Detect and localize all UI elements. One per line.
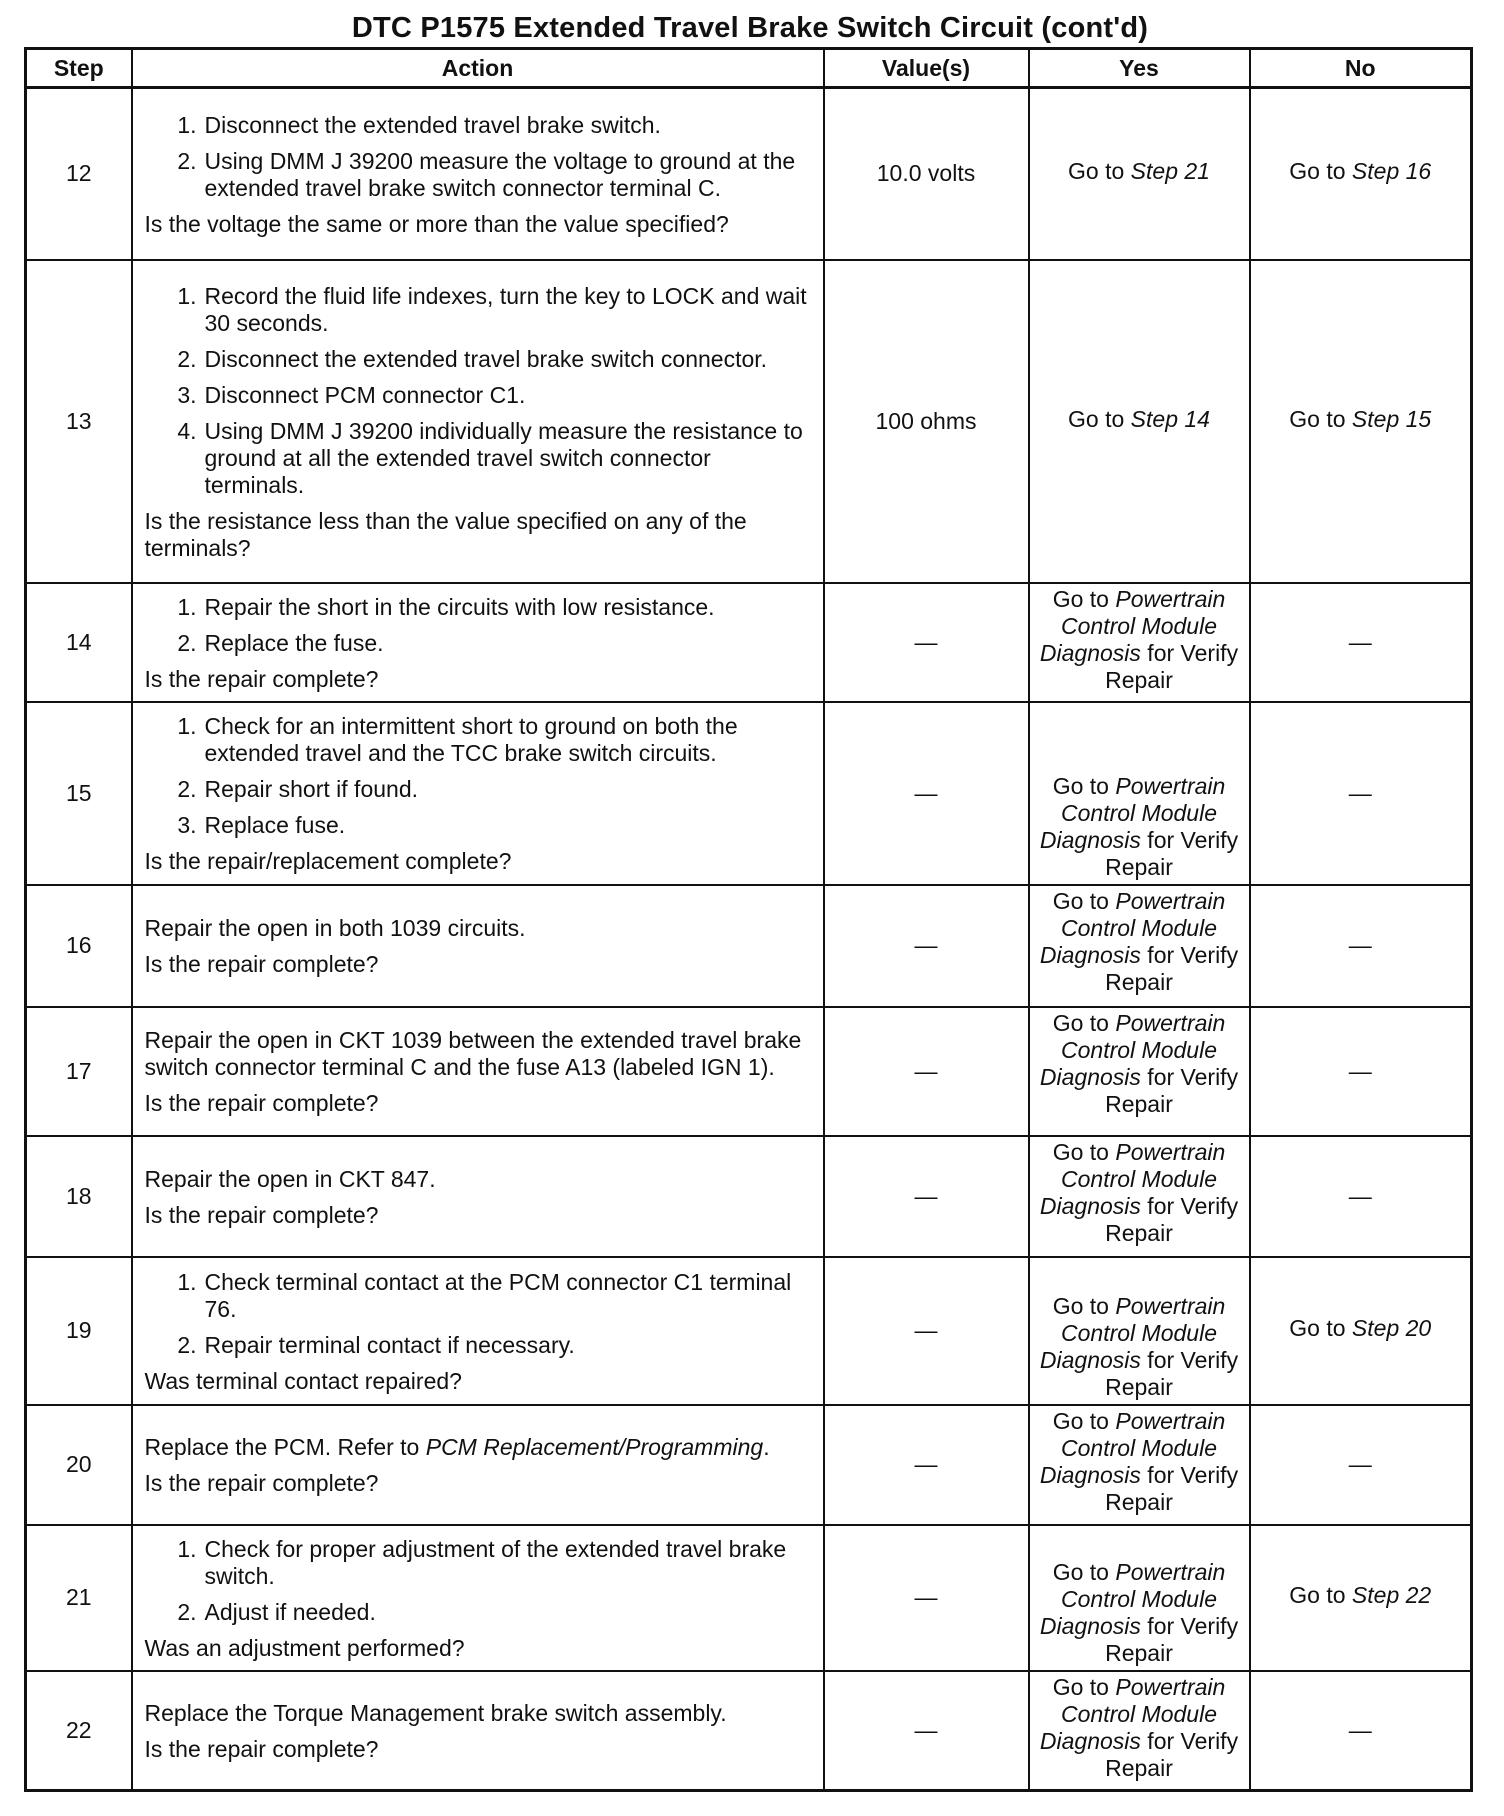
no-text: Go to (1289, 158, 1352, 185)
no-cell (1250, 1405, 1472, 1525)
header-yes: Yes (1029, 49, 1250, 88)
action-cell (132, 88, 824, 260)
no-cell (1250, 1671, 1472, 1791)
step-number: 22 (26, 1671, 132, 1791)
yes-cell (1029, 88, 1250, 260)
table-row (26, 1136, 1472, 1257)
go-to-link[interactable]: Powertrain Control Module Diagnosis (1039, 1558, 1226, 1639)
value-cell: — (824, 1671, 1029, 1791)
item-text: Record the fluid life indexes, turn the key to LOCK and wait 30 seconds. (204, 282, 807, 336)
yes-cell (1029, 885, 1250, 1007)
go-to-link[interactable]: Powertrain Control Module Diagnosis (1039, 1673, 1226, 1754)
item-number: 2. (177, 147, 197, 174)
action-text-part: Replace the PCM. Refer to (144, 1434, 426, 1460)
step-number: 15 (26, 702, 132, 885)
table-header-row (26, 49, 1472, 88)
value-cell: — (824, 1405, 1029, 1525)
action-step-item (145, 594, 813, 621)
value-cell: — (824, 1525, 1029, 1671)
value-cell: — (824, 702, 1029, 885)
item-text: Replace fuse. (204, 812, 346, 838)
step-number: 18 (26, 1136, 132, 1257)
go-to-link[interactable]: Powertrain Control Module Diagnosis (1039, 1138, 1226, 1219)
action-step-item (145, 1536, 813, 1590)
action-step-item (145, 346, 813, 373)
action-text: Repair the open in both 1039 circuits. (144, 915, 526, 941)
go-to-link[interactable]: Step 16 (1351, 158, 1432, 185)
action-cell (132, 1007, 824, 1136)
item-number: 2. (177, 629, 197, 656)
item-number: 2. (177, 1331, 197, 1358)
item-number: 2. (177, 776, 197, 802)
table-row (26, 702, 1472, 885)
item-text: Repair terminal contact if necessary. (204, 1331, 575, 1358)
item-number: 1. (177, 593, 197, 620)
action-cell (132, 702, 824, 885)
item-text: Disconnect the extended travel brake switch. (204, 111, 661, 138)
action-step-item (145, 1332, 813, 1359)
table-row (26, 885, 1472, 1007)
yes-cell (1029, 1405, 1250, 1525)
action-step-item (145, 1599, 813, 1626)
action-cell (132, 1405, 824, 1525)
yes-text: Go to (1052, 887, 1116, 914)
action-question: Is the repair complete? (144, 1735, 379, 1762)
yes-text: for Verify Repair (1105, 1727, 1239, 1781)
action-question: Is the repair complete? (144, 951, 379, 977)
yes-text: for Verify Repair (1105, 1346, 1239, 1400)
item-text: Using DMM J 39200 measure the voltage to ground at the extended travel brake switch connector terminal C. (204, 147, 796, 201)
yes-text: Go to (1052, 772, 1116, 799)
item-text: Check for proper adjustment of the extended travel brake switch. (204, 1535, 787, 1589)
yes-text: Go to (1052, 1673, 1116, 1700)
action-text: Replace the Torque Management brake switch assembly. (144, 1699, 727, 1726)
item-number: 1. (177, 111, 197, 138)
go-to-link[interactable]: Powertrain Control Module Diagnosis (1039, 1407, 1226, 1488)
no-cell (1250, 88, 1472, 260)
yes-text: Go to (1052, 1292, 1116, 1319)
no-cell (1250, 1007, 1472, 1136)
item-text: Adjust if needed. (204, 1598, 376, 1625)
action-step-item (145, 812, 813, 839)
action-step-item (145, 283, 813, 337)
yes-cell (1029, 1136, 1250, 1257)
action-cell (132, 1525, 824, 1671)
yes-cell (1029, 260, 1250, 583)
step-number: 21 (26, 1525, 132, 1671)
yes-cell (1029, 1007, 1250, 1136)
go-to-link[interactable]: Step 20 (1351, 1315, 1432, 1341)
item-number: 3. (177, 381, 197, 408)
action-cell (132, 260, 824, 583)
yes-text: Go to (1052, 1138, 1116, 1165)
yes-cell (1029, 583, 1250, 702)
value-cell: 100 ohms (824, 260, 1029, 583)
action-question: Is the repair complete? (144, 1470, 379, 1496)
step-number: 12 (26, 88, 132, 260)
yes-cell (1029, 1525, 1250, 1671)
table-row (26, 88, 1472, 260)
go-to-link[interactable]: Powertrain Control Module Diagnosis (1039, 1009, 1226, 1090)
action-question: Is the repair/replacement complete? (144, 848, 512, 874)
item-text: Using DMM J 39200 individually measure the resistance to ground at all the extended travel switch connector terminals. (204, 417, 803, 498)
header-step: Step (26, 49, 132, 88)
action-text: Repair the open in CKT 847. (144, 1165, 436, 1192)
action-question: Is the repair complete? (144, 665, 379, 692)
step-number: 14 (26, 583, 132, 702)
item-number: 1. (177, 1535, 197, 1562)
no-text: — (1348, 628, 1372, 655)
no-cell (1250, 1525, 1472, 1671)
page-title: DTC P1575 Extended Travel Brake Switch Circuit (cont'd) (351, 12, 1149, 44)
yes-text: Go to (1068, 405, 1131, 432)
yes-text: for Verify Repair (1105, 1461, 1239, 1515)
no-cell (1250, 702, 1472, 885)
no-text: — (1348, 779, 1372, 806)
table-row (26, 1257, 1472, 1405)
action-cell (132, 583, 824, 702)
step-number: 20 (26, 1405, 132, 1525)
go-to-link[interactable]: Step 15 (1351, 405, 1432, 432)
no-text: — (1348, 1716, 1372, 1743)
go-to-link[interactable]: Powertrain Control Module Diagnosis (1039, 887, 1226, 968)
yes-text: for Verify Repair (1105, 941, 1239, 995)
item-number: 4. (177, 417, 197, 444)
action-text-part: . (763, 1434, 770, 1460)
step-number: 16 (26, 885, 132, 1007)
no-cell (1250, 1136, 1472, 1257)
action-step-item (145, 418, 813, 499)
action-text (145, 1434, 813, 1461)
action-cell (132, 1671, 824, 1791)
item-text: Disconnect PCM connector C1. (204, 381, 526, 408)
action-question: Is the repair complete? (144, 1090, 379, 1116)
action-question: Is the repair complete? (144, 1201, 379, 1228)
no-text: Go to (1289, 405, 1352, 432)
item-number: 1. (177, 713, 197, 739)
no-cell (1250, 583, 1472, 702)
action-step-item (145, 382, 813, 409)
action-text: Repair the open in CKT 1039 between the extended travel brake switch connector terminal C and the fuse A13 (labeled IGN 1). (144, 1027, 802, 1080)
item-text: Disconnect the extended travel brake switch connector. (204, 345, 768, 372)
action-question: Was terminal contact repaired? (144, 1367, 462, 1394)
table-row (26, 583, 1472, 702)
step-number: 13 (26, 260, 132, 583)
yes-cell (1029, 1257, 1250, 1405)
diagnostic-table (24, 47, 1473, 1792)
value-cell: — (824, 583, 1029, 702)
item-text: Repair short if found. (204, 776, 419, 802)
item-number: 3. (177, 812, 197, 838)
step-number: 17 (26, 1007, 132, 1136)
header-action: Action (132, 49, 824, 88)
action-step-item (145, 776, 813, 803)
yes-text: for Verify Repair (1105, 1063, 1239, 1117)
action-question: Is the resistance less than the value specified on any of the terminals? (144, 507, 747, 561)
value-cell: — (824, 1136, 1029, 1257)
table-row (26, 1525, 1472, 1671)
header-no: No (1250, 49, 1472, 88)
no-cell (1250, 260, 1472, 583)
yes-text: Go to (1052, 1407, 1116, 1434)
go-to-link[interactable]: Powertrain Control Module Diagnosis (1039, 772, 1226, 853)
action-cell (132, 1136, 824, 1257)
no-text: — (1348, 932, 1372, 958)
go-to-link[interactable]: Step 14 (1130, 405, 1210, 432)
action-question: Is the voltage the same or more than the value specified? (144, 210, 729, 237)
table-row (26, 1405, 1472, 1525)
action-step-item (145, 112, 813, 139)
no-text: — (1348, 1057, 1372, 1084)
go-to-link[interactable]: Powertrain Control Module Diagnosis (1039, 1292, 1226, 1373)
reference-link[interactable]: PCM Replacement/Programming (425, 1434, 764, 1460)
action-cell (132, 885, 824, 1007)
yes-text: Go to (1052, 585, 1116, 612)
no-cell (1250, 885, 1472, 1007)
action-cell (132, 1257, 824, 1405)
item-number: 2. (177, 1598, 197, 1625)
no-text: — (1348, 1182, 1372, 1209)
action-step-item (145, 713, 813, 767)
go-to-link[interactable]: Powertrain Control Module Diagnosis (1039, 585, 1226, 666)
value-cell: — (824, 1257, 1029, 1405)
value-cell: — (824, 1007, 1029, 1136)
item-text: Check for an intermittent short to ground on both the extended travel and the TCC brake switch circuits. (204, 713, 738, 766)
yes-text: Go to (1052, 1558, 1116, 1585)
yes-text: for Verify Repair (1105, 639, 1239, 693)
table-row (26, 1671, 1472, 1791)
yes-cell (1029, 702, 1250, 885)
no-text: Go to (1289, 1315, 1352, 1341)
action-step-item (145, 1269, 813, 1323)
yes-text: for Verify Repair (1105, 1612, 1239, 1666)
item-text: Check terminal contact at the PCM connector C1 terminal 76. (204, 1268, 792, 1322)
go-to-link[interactable]: Step 21 (1130, 158, 1210, 185)
no-text: — (1348, 1451, 1372, 1477)
go-to-link[interactable]: Step 22 (1351, 1582, 1432, 1608)
table-row (26, 260, 1472, 583)
item-text: Repair the short in the circuits with low resistance. (204, 593, 715, 620)
item-number: 2. (177, 345, 197, 372)
item-number: 1. (177, 282, 197, 309)
no-cell (1250, 1257, 1472, 1405)
item-number: 1. (177, 1268, 197, 1295)
yes-text: for Verify Repair (1105, 826, 1239, 880)
header-values: Value(s) (824, 49, 1029, 88)
value-cell: 10.0 volts (824, 88, 1029, 260)
table-row (26, 1007, 1472, 1136)
value-cell: — (824, 885, 1029, 1007)
action-question: Was an adjustment performed? (144, 1634, 465, 1661)
yes-text: for Verify Repair (1105, 1192, 1239, 1246)
step-number: 19 (26, 1257, 132, 1405)
yes-text: Go to (1068, 158, 1131, 185)
action-step-item (145, 148, 813, 202)
yes-text: Go to (1052, 1009, 1116, 1036)
no-text: Go to (1289, 1582, 1352, 1608)
action-step-item (145, 630, 813, 657)
yes-cell (1029, 1671, 1250, 1791)
table-body (26, 88, 1472, 1791)
item-text: Replace the fuse. (204, 629, 384, 656)
